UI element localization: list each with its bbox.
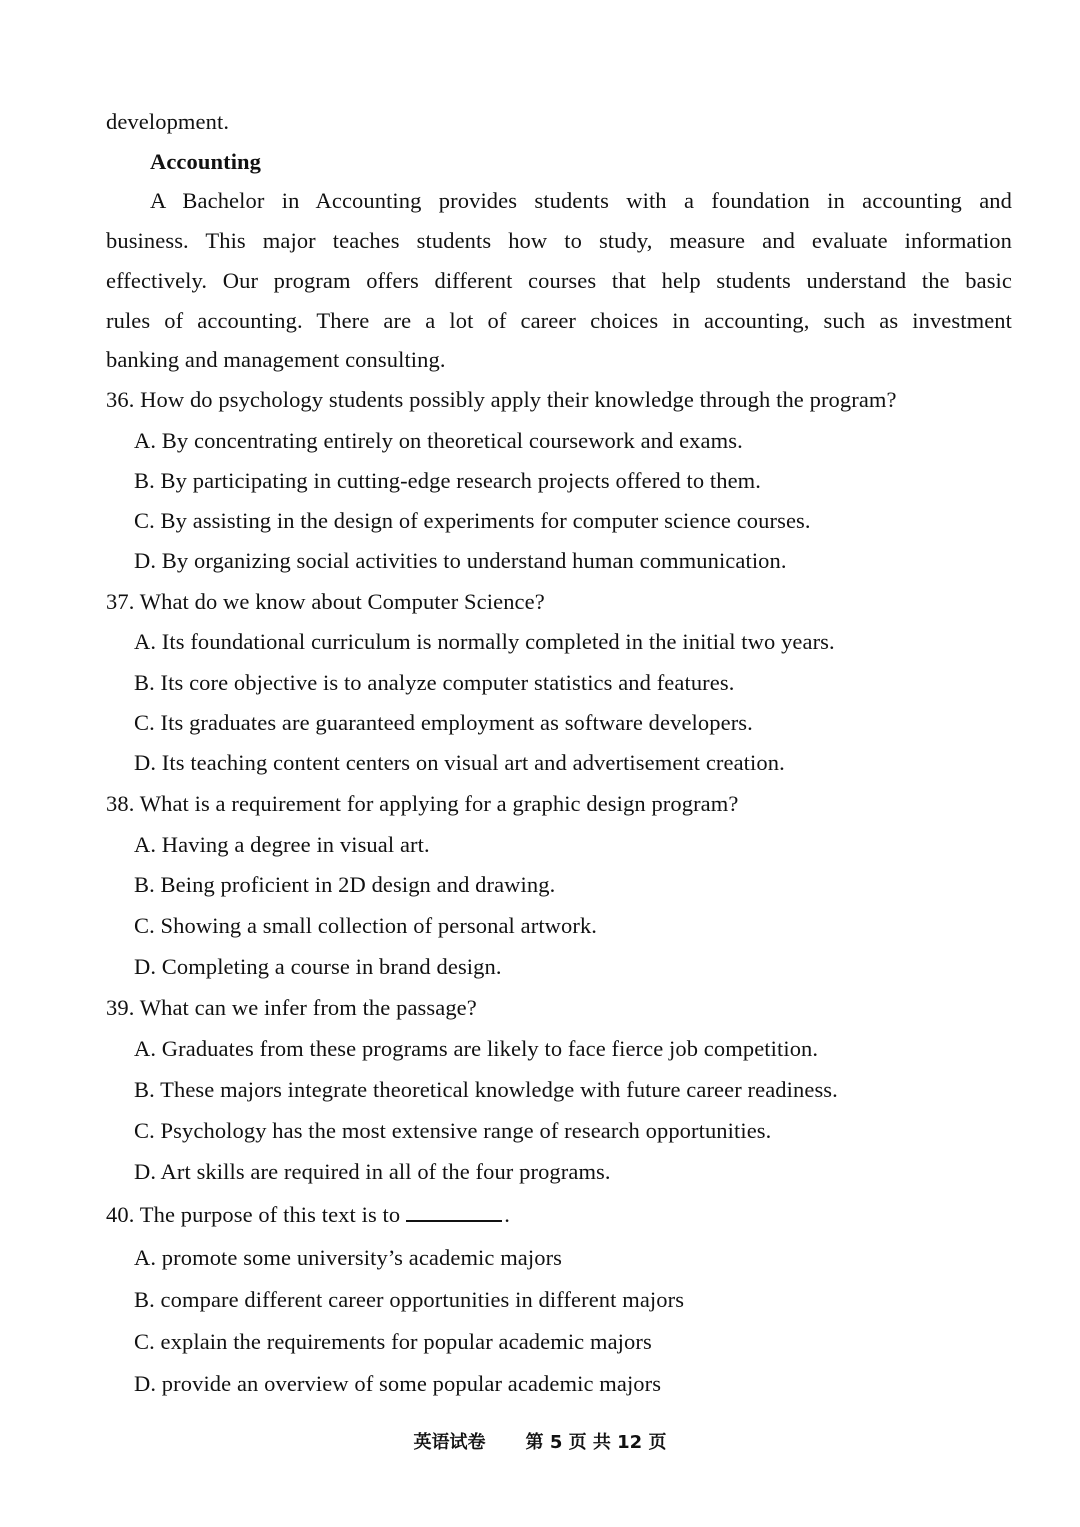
question-text: What is a requirement for applying for a graphic design program? [139,791,739,816]
paragraph-line: banking and management consulting. [106,347,446,372]
paragraph-line: A Bachelor in Accounting provides students with a foundation in accounting and [150,188,1012,213]
question-number: 39. [106,995,135,1020]
option-c: C. Its graduates are guaranteed employment as software developers. [134,710,753,735]
option-a: A. Its foundational curriculum is normally completed in the initial two years. [134,629,835,654]
question-text: What can we infer from the passage? [139,995,477,1020]
option-c: C. Showing a small collection of personal artwork. [134,913,598,938]
option-b: B. These majors integrate theoretical knowledge with future career readiness. [134,1077,838,1102]
question-stem [106,789,738,819]
option-d: D. Completing a course in brand design. [134,954,502,979]
question-stem [106,993,477,1023]
question-stem [106,1200,510,1230]
option-a: A. Having a degree in visual art. [134,832,430,857]
option-b: B. Its core objective is to analyze computer statistics and features. [134,670,735,695]
option-a: A. Graduates from these programs are likely to face fierce job competition. [134,1036,819,1061]
question-stem [106,587,545,617]
option-d: D. Its teaching content centers on visual art and advertisement creation. [134,750,785,775]
question-number: 37. [106,589,135,614]
answer-blank [406,1200,502,1222]
paragraph-line: business. This major teaches students how to study, measure and evaluate information [106,228,1012,253]
option-b: B. compare different career opportunities in different majors [134,1287,685,1312]
option-a: A. By concentrating entirely on theoretical coursework and exams. [134,428,743,453]
option-c: C. By assisting in the design of experiments for computer science courses. [134,508,811,533]
page-footer [0,1428,1080,1454]
question-stem [106,385,897,415]
option-a: A. promote some university’s academic majors [134,1245,563,1270]
question-number: 36. [106,387,135,412]
option-c: C. Psychology has the most extensive range of research opportunities. [134,1118,772,1143]
exam-name: 英语试卷 [413,1432,486,1453]
question-number: 40. [106,1202,135,1227]
option-b: B. By participating in cutting-edge research projects offered to them. [134,468,762,493]
option-d: D. By organizing social activities to understand human communication. [134,548,787,573]
question-stem-end: . [504,1202,510,1227]
paragraph-line: rules of accounting. There are a lot of career choices in accounting, such as investment [106,308,1012,333]
question-text: The purpose of this text is to [139,1202,401,1227]
section-heading: Accounting [150,149,262,174]
preceding-text-fragment: development. [106,109,230,134]
question-text: What do we know about Computer Science? [139,589,545,614]
question-number: 38. [106,791,135,816]
option-d: D. provide an overview of some popular academic majors [134,1371,662,1396]
option-b: B. Being proficient in 2D design and drawing. [134,872,556,897]
option-d: D. Art skills are required in all of the four programs. [134,1159,611,1184]
page-number: 第 5 页 共 12 页 [525,1432,667,1453]
question-text: How do psychology students possibly apply their knowledge through the program? [140,387,897,412]
paragraph-line: effectively. Our program offers different courses that help students understand the basic [106,268,1012,293]
option-c: C. explain the requirements for popular academic majors [134,1329,652,1354]
